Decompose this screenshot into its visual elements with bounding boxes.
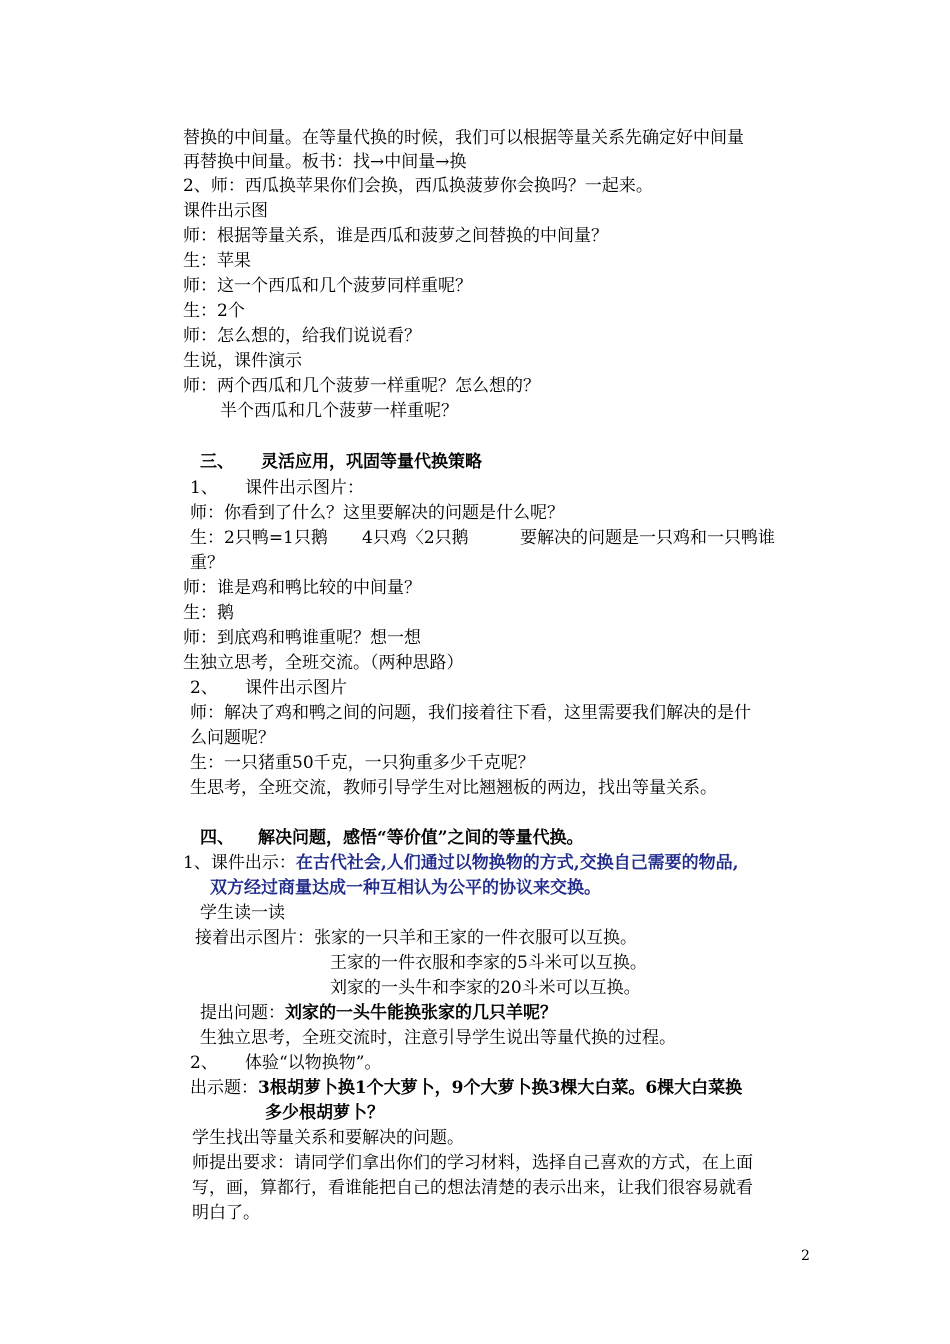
text-line: 生独立思考，全班交流。（两种思路）: [183, 653, 464, 673]
section-heading-number: 三、: [200, 452, 234, 472]
text-line: 生：一只猪重50千克，一只狗重多少千克呢？: [190, 753, 535, 773]
highlight-text: 双方经过商量达成一种互相认为公平的协议来交换。: [210, 878, 601, 898]
text-line: 半个西瓜和几个菠萝一样重呢？: [220, 401, 458, 421]
problem-text: 3根胡萝卜换1个大萝卜，9个大萝卜换3棵大白菜。6棵大白菜换: [258, 1078, 743, 1098]
text-line: 课件出示图片：: [245, 478, 364, 498]
text-prefix: 提出问题：: [200, 1003, 285, 1023]
text-line: 替换的中间量。在等量代换的时候，我们可以根据等量关系先确定好中间量: [183, 128, 744, 148]
text-line: 生：苹果: [183, 251, 251, 271]
text-line: 师：到底鸡和鸭谁重呢？想一想: [183, 628, 421, 648]
text-line: 要解决的问题是一只鸡和一只鸭谁: [520, 528, 775, 548]
text-line: 师：怎么想的，给我们说说看？: [183, 326, 421, 346]
text-line: 生思考，全班交流，教师引导学生对比翘翘板的两边，找出等量关系。: [190, 778, 717, 798]
text-line: 师：根据等量关系，谁是西瓜和菠萝之间替换的中间量？: [183, 226, 608, 246]
section-heading: 解决问题，感悟“等价值”之间的等量代换。: [258, 828, 584, 848]
section-heading: 灵活应用，巩固等量代换策略: [261, 452, 482, 472]
text-line: 师提出要求：请同学们拿出你们的学习材料，选择自己喜欢的方式，在上面: [192, 1153, 753, 1173]
text-line: 师：这一个西瓜和几个菠萝同样重呢？: [183, 276, 472, 296]
text-line: 接着出示图片：张家的一只羊和王家的一件衣服可以互换。: [195, 928, 637, 948]
text-line: 体验“以物换物”。: [245, 1053, 382, 1073]
list-number: 2、: [190, 678, 218, 698]
text-line: 生说，课件演示: [183, 351, 302, 371]
text-line: [200, 1002, 557, 1024]
text-line: [190, 1077, 742, 1099]
page-number: 2: [801, 1248, 810, 1264]
text-line: 王家的一件衣服和李家的5斗米可以互换。: [330, 953, 647, 973]
text-line: 生：鹅: [183, 603, 234, 623]
text-line: [183, 852, 739, 874]
question-text: 刘家的一头牛能换张家的几只羊呢？: [285, 1003, 557, 1023]
text-line: 师：两个西瓜和几个菠萝一样重呢？怎么想的？: [183, 376, 540, 396]
highlight-text: 在古代社会,人们通过以物换物的方式,交换自己需要的物品,: [295, 853, 739, 873]
text-line: 重？: [190, 553, 224, 573]
text-line: 师：解决了鸡和鸭之间的问题，我们接着往下看，这里需要我们解决的是什: [190, 703, 751, 723]
text-line: 课件出示图: [183, 201, 268, 221]
text-prefix: 出示题：: [190, 1078, 258, 1098]
text-prefix: 1、课件出示：: [183, 853, 296, 873]
list-number: 1、: [190, 478, 218, 498]
text-line: 学生找出等量关系和要解决的问题。: [192, 1128, 464, 1148]
text-line: 师：谁是鸡和鸭比较的中间量？: [183, 578, 421, 598]
text-line: 写，画，算都行，看谁能把自己的想法清楚的表示出来，让我们很容易就看: [192, 1178, 753, 1198]
text-line: 再替换中间量。板书：找→中间量→换: [183, 152, 467, 172]
text-line: 明白了。: [192, 1203, 260, 1223]
text-line: 4只鸡〈2只鹅: [362, 528, 469, 548]
text-line: 生：2个: [183, 301, 245, 321]
text-line: 课件出示图片: [245, 678, 347, 698]
text-line: 师：你看到了什么？这里要解决的问题是什么呢？: [190, 503, 564, 523]
text-line: 么问题呢？: [190, 728, 275, 748]
text-line: 2、师：西瓜换苹果你们会换，西瓜换菠萝你会换吗？一起来。: [183, 176, 653, 196]
list-number: 2、: [190, 1053, 218, 1073]
text-line: 刘家的一头牛和李家的20斗米可以互换。: [330, 978, 641, 998]
text-line: 生独立思考，全班交流时，注意引导学生说出等量代换的过程。: [200, 1028, 676, 1048]
text-line: 生：2只鸭=1只鹅: [190, 528, 328, 548]
text-line: 学生读一读: [200, 903, 285, 923]
problem-text: 多少根胡萝卜？: [265, 1103, 384, 1123]
section-heading-number: 四、: [200, 828, 234, 848]
